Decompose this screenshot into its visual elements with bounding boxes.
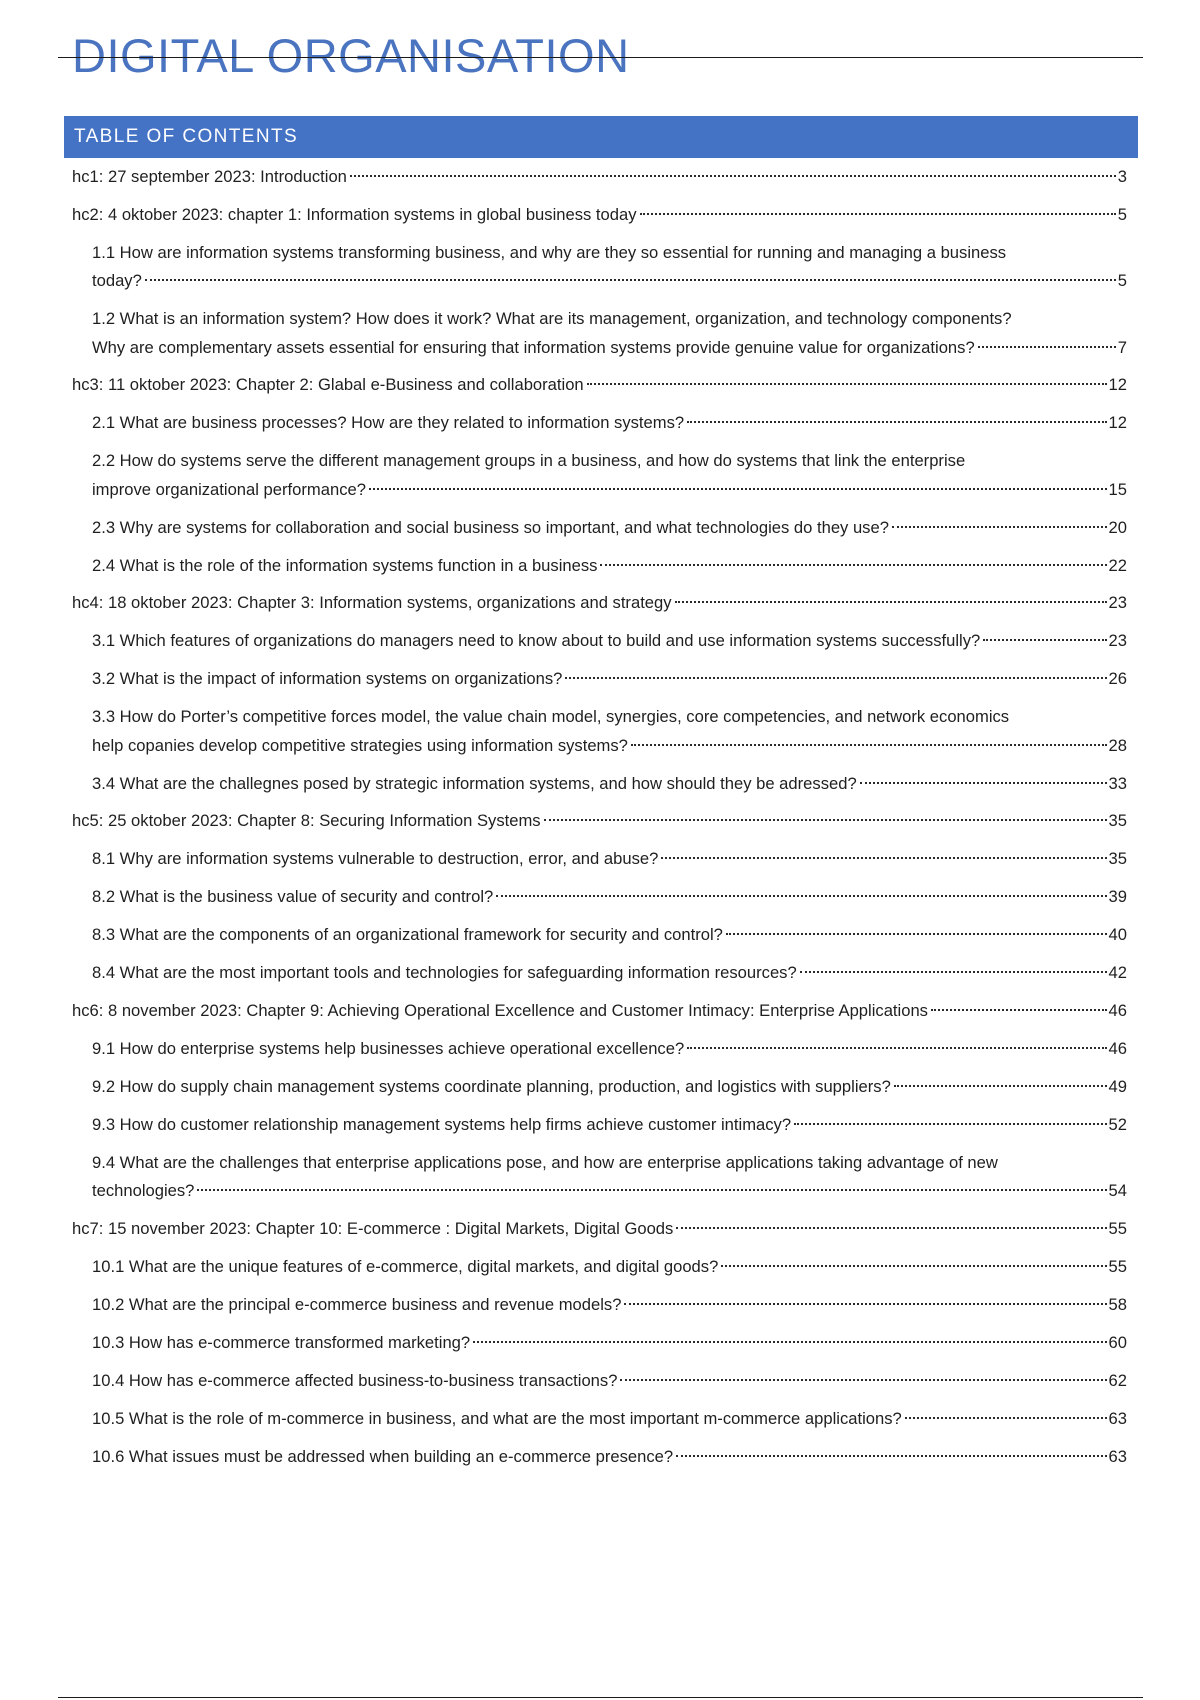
toc-entry-text: 10.3 How has e-commerce transformed marketing? xyxy=(92,1332,471,1352)
toc-entry-text: 3.4 What are the challegnes posed by strategic information systems, and how should they be adressed? xyxy=(92,773,857,793)
toc-section-entry[interactable] xyxy=(92,447,1127,504)
toc-page-number: 58 xyxy=(1108,1294,1127,1314)
toc-page-number: 63 xyxy=(1108,1408,1127,1428)
toc-section-entry[interactable] xyxy=(92,845,1127,874)
toc-entry-row xyxy=(92,1367,1127,1396)
toc-entry-text-line: 3.3 How do Porter’s competitive forces model, the value chain model, synergies, core competencies, and network economics xyxy=(92,707,1010,726)
toc-entry-text: help copanies develop competitive strategies using information systems? xyxy=(92,735,628,755)
toc-entry-row xyxy=(92,665,1127,694)
toc-entry-text: 10.1 What are the unique features of e-commerce, digital markets, and digital goods? xyxy=(92,1256,719,1276)
toc-page-number: 60 xyxy=(1108,1332,1127,1352)
toc-entry-row xyxy=(72,589,1127,618)
toc-entry-row xyxy=(92,1073,1127,1102)
toc-entry-text: 3.2 What is the impact of information systems on organizations? xyxy=(92,669,563,688)
toc-page-number: 35 xyxy=(1108,811,1127,830)
title-underline-rule xyxy=(58,57,1143,58)
toc-entry-row xyxy=(92,1405,1127,1434)
toc-entry-text: hc5: 25 oktober 2023: Chapter 8: Securing Information Systems xyxy=(72,811,541,830)
toc-page-number: 35 xyxy=(1108,849,1127,868)
dot-leader xyxy=(197,1189,1106,1191)
toc-entry-row xyxy=(92,552,1127,581)
dot-leader xyxy=(931,1009,1107,1011)
toc-section-entry[interactable] xyxy=(92,1073,1127,1102)
toc-entry-text: 10.5 What is the role of m-commerce in business, and what are the most important m-commerce applications? xyxy=(92,1408,902,1428)
toc-entry-text: 9.1 How do enterprise systems help businesses achieve operational excellence? xyxy=(92,1038,685,1058)
toc-page-number: 52 xyxy=(1108,1114,1127,1134)
toc-entry-row xyxy=(92,845,1127,874)
toc-page-number: 28 xyxy=(1108,735,1127,755)
toc-entry-text: 8.3 What are the components of an organizational framework for security and control? xyxy=(92,925,723,944)
toc-entry-text: 2.4 What is the role of the information systems function in a business xyxy=(92,555,598,575)
dot-leader xyxy=(978,346,1116,348)
toc-page-number: 40 xyxy=(1108,925,1127,944)
toc-entry-text: 2.1 What are business processes? How are they related to information systems? xyxy=(92,413,685,432)
dot-leader xyxy=(640,213,1116,215)
dot-leader xyxy=(631,744,1107,746)
toc-section-entry[interactable] xyxy=(92,665,1127,694)
toc-page-number: 63 xyxy=(1108,1446,1127,1466)
toc-entry-row xyxy=(92,627,1127,656)
toc-entry-text: 10.6 What issues must be addressed when building an e-commerce presence? xyxy=(92,1446,674,1466)
toc-page-number: 62 xyxy=(1108,1370,1127,1390)
dot-leader xyxy=(369,488,1107,490)
toc-section-entry[interactable] xyxy=(92,1443,1127,1472)
dot-leader xyxy=(496,895,1106,897)
toc-page-number: 33 xyxy=(1108,773,1127,793)
toc-entry-text: 8.2 What is the business value of security and control? xyxy=(92,887,494,906)
toc-page-number: 54 xyxy=(1108,1181,1127,1200)
toc-section-entry[interactable] xyxy=(92,239,1127,296)
dot-leader xyxy=(544,819,1107,821)
toc-page-number: 39 xyxy=(1108,887,1127,906)
toc-section-entry[interactable] xyxy=(92,883,1127,912)
toc-page-number: 46 xyxy=(1108,1038,1127,1058)
toc-entry-text: 3.1 Which features of organizations do managers need to know about to build and use information systems successfully? xyxy=(92,631,981,650)
toc-chapter-entry[interactable] xyxy=(72,1215,1127,1244)
toc-entry-row xyxy=(92,476,1127,505)
toc-entry-text: improve organizational performance? xyxy=(92,479,366,499)
toc-page-number: 7 xyxy=(1117,337,1127,357)
toc-page-number: 12 xyxy=(1108,413,1127,432)
toc-section-entry[interactable] xyxy=(92,1111,1127,1140)
toc-page-number: 22 xyxy=(1108,555,1127,575)
toc-entry-row xyxy=(92,883,1127,912)
toc-section-entry[interactable] xyxy=(92,1149,1127,1206)
toc-section-entry[interactable] xyxy=(92,770,1127,799)
toc-section-entry[interactable] xyxy=(92,921,1127,950)
toc-entry-text: hc6: 8 november 2023: Chapter 9: Achieving Operational Excellence and Customer Intimacy: Enterprise Applications xyxy=(72,1000,928,1020)
toc-page-number: 5 xyxy=(1117,204,1127,224)
toc-section-entry[interactable] xyxy=(92,1405,1127,1434)
toc-chapter-entry[interactable] xyxy=(72,163,1127,192)
toc-page-number: 23 xyxy=(1108,631,1127,650)
toc-chapter-entry[interactable] xyxy=(72,589,1127,618)
toc-entry-text: hc2: 4 oktober 2023: chapter 1: Information systems in global business today xyxy=(72,204,637,224)
dot-leader xyxy=(675,601,1107,603)
toc-page-number: 42 xyxy=(1108,963,1127,982)
toc-section-entry[interactable] xyxy=(92,1253,1127,1282)
toc-page-number: 46 xyxy=(1108,1000,1127,1020)
toc-entry-text-line: 2.2 How do systems serve the different management groups in a business, and how do systems that link the enterprise xyxy=(92,451,966,470)
toc-entry-text-line: 1.2 What is an information system? How does it work? What are its management, organization, and technology components? xyxy=(92,309,1012,328)
toc-entry-row xyxy=(92,1111,1127,1140)
toc-entry-row xyxy=(92,267,1127,296)
toc-entry-row xyxy=(92,334,1127,363)
dot-leader xyxy=(905,1417,1107,1419)
dot-leader xyxy=(721,1265,1106,1267)
toc-entry-row xyxy=(72,997,1127,1026)
toc-entry-row xyxy=(92,770,1127,799)
dot-leader xyxy=(726,933,1107,935)
toc-entry-text: today? xyxy=(92,271,142,290)
toc-entry-text: 2.3 Why are systems for collaboration and social business so important, and what technologies do they use? xyxy=(92,517,889,537)
toc-entry-text: 10.4 How has e-commerce affected business-to-business transactions? xyxy=(92,1370,618,1390)
toc-chapter-entry[interactable] xyxy=(72,201,1127,230)
toc-page-number: 55 xyxy=(1108,1218,1127,1238)
dot-leader xyxy=(624,1303,1106,1305)
dot-leader xyxy=(894,1085,1107,1087)
toc-page-number: 26 xyxy=(1108,669,1127,688)
toc-heading: TABLE OF CONTENTS xyxy=(64,116,1138,158)
toc-section-entry[interactable] xyxy=(92,627,1127,656)
toc-entry-row xyxy=(92,732,1127,761)
dot-leader xyxy=(565,677,1106,679)
toc-page-number: 5 xyxy=(1117,271,1127,290)
toc-section-entry[interactable] xyxy=(92,305,1127,362)
toc-section-entry[interactable] xyxy=(92,1035,1127,1064)
table-of-contents xyxy=(72,163,1127,1471)
dot-leader xyxy=(145,279,1116,281)
toc-page-number: 15 xyxy=(1108,479,1127,499)
toc-section-entry[interactable] xyxy=(92,1291,1127,1320)
footer-rule xyxy=(58,1697,1143,1698)
toc-page-number: 3 xyxy=(1117,167,1127,186)
toc-section-entry[interactable] xyxy=(92,514,1127,543)
toc-entry-text: hc3: 11 oktober 2023: Chapter 2: Glabal e-Business and collaboration xyxy=(72,375,584,394)
toc-entry-row xyxy=(92,1443,1127,1472)
toc-entry-text: 9.3 How do customer relationship management systems help firms achieve customer intimacy? xyxy=(92,1114,792,1134)
toc-entry-row xyxy=(92,1329,1127,1358)
toc-entry-row xyxy=(92,921,1127,950)
dot-leader xyxy=(800,971,1107,973)
toc-entry-text: Why are complementary assets essential for ensuring that information systems provide genuine value for organizations? xyxy=(92,337,975,357)
dot-leader xyxy=(587,383,1107,385)
toc-entry-row xyxy=(72,1215,1127,1244)
toc-chapter-entry[interactable] xyxy=(72,997,1127,1026)
dot-leader xyxy=(687,1047,1106,1049)
toc-page-number: 49 xyxy=(1108,1076,1127,1096)
toc-section-entry[interactable] xyxy=(92,959,1127,988)
dot-leader xyxy=(983,639,1106,641)
toc-page-number: 12 xyxy=(1108,375,1127,394)
dot-leader xyxy=(661,857,1106,859)
dot-leader xyxy=(473,1341,1106,1343)
toc-entry-row xyxy=(72,201,1127,230)
dot-leader xyxy=(600,564,1106,566)
dot-leader xyxy=(860,782,1107,784)
toc-entry-text: 10.2 What are the principal e-commerce business and revenue models? xyxy=(92,1294,622,1314)
toc-entry-text: 8.4 What are the most important tools and technologies for safeguarding information resources? xyxy=(92,963,797,982)
toc-entry-row xyxy=(92,1035,1127,1064)
dot-leader xyxy=(687,421,1106,423)
toc-entry-text: hc1: 27 september 2023: Introduction xyxy=(72,167,347,186)
toc-page-number: 20 xyxy=(1108,517,1127,537)
toc-section-entry[interactable] xyxy=(92,1367,1127,1396)
document-title: DIGITAL ORGANISATION xyxy=(72,29,630,82)
dot-leader xyxy=(794,1123,1106,1125)
toc-entry-text: 8.1 Why are information systems vulnerable to destruction, error, and abuse? xyxy=(92,849,659,868)
toc-entry-text: technologies? xyxy=(92,1181,195,1200)
toc-section-entry[interactable] xyxy=(92,703,1127,760)
toc-entry-row xyxy=(72,163,1127,192)
dot-leader xyxy=(676,1455,1106,1457)
dot-leader xyxy=(892,526,1107,528)
toc-entry-row xyxy=(72,371,1127,400)
dot-leader xyxy=(676,1227,1106,1229)
toc-entry-row xyxy=(92,1253,1127,1282)
toc-chapter-entry[interactable] xyxy=(72,807,1127,836)
toc-section-entry[interactable] xyxy=(92,409,1127,438)
toc-entry-text-line: 9.4 What are the challenges that enterprise applications pose, and how are enterprise applications taking advantage of new xyxy=(92,1152,998,1172)
toc-entry-row xyxy=(92,959,1127,988)
dot-leader xyxy=(350,175,1116,177)
toc-entry-text-line: 1.1 How are information systems transforming business, and why are they so essential for running and managing a business xyxy=(92,242,1007,262)
toc-page-number: 23 xyxy=(1108,593,1127,612)
toc-entry-text: hc7: 15 november 2023: Chapter 10: E-commerce : Digital Markets, Digital Goods xyxy=(72,1218,674,1238)
toc-section-entry[interactable] xyxy=(92,552,1127,581)
toc-section-entry[interactable] xyxy=(92,1329,1127,1358)
toc-page-number: 55 xyxy=(1108,1256,1127,1276)
toc-entry-row xyxy=(92,1177,1127,1206)
toc-entry-row xyxy=(92,1291,1127,1320)
toc-entry-text: 9.2 How do supply chain management systems coordinate planning, production, and logistics with suppliers? xyxy=(92,1076,891,1096)
toc-chapter-entry[interactable] xyxy=(72,371,1127,400)
toc-entry-row xyxy=(92,409,1127,438)
toc-entry-text: hc4: 18 oktober 2023: Chapter 3: Information systems, organizations and strategy xyxy=(72,593,672,612)
toc-entry-row xyxy=(72,807,1127,836)
dot-leader xyxy=(620,1379,1106,1381)
toc-entry-row xyxy=(92,514,1127,543)
